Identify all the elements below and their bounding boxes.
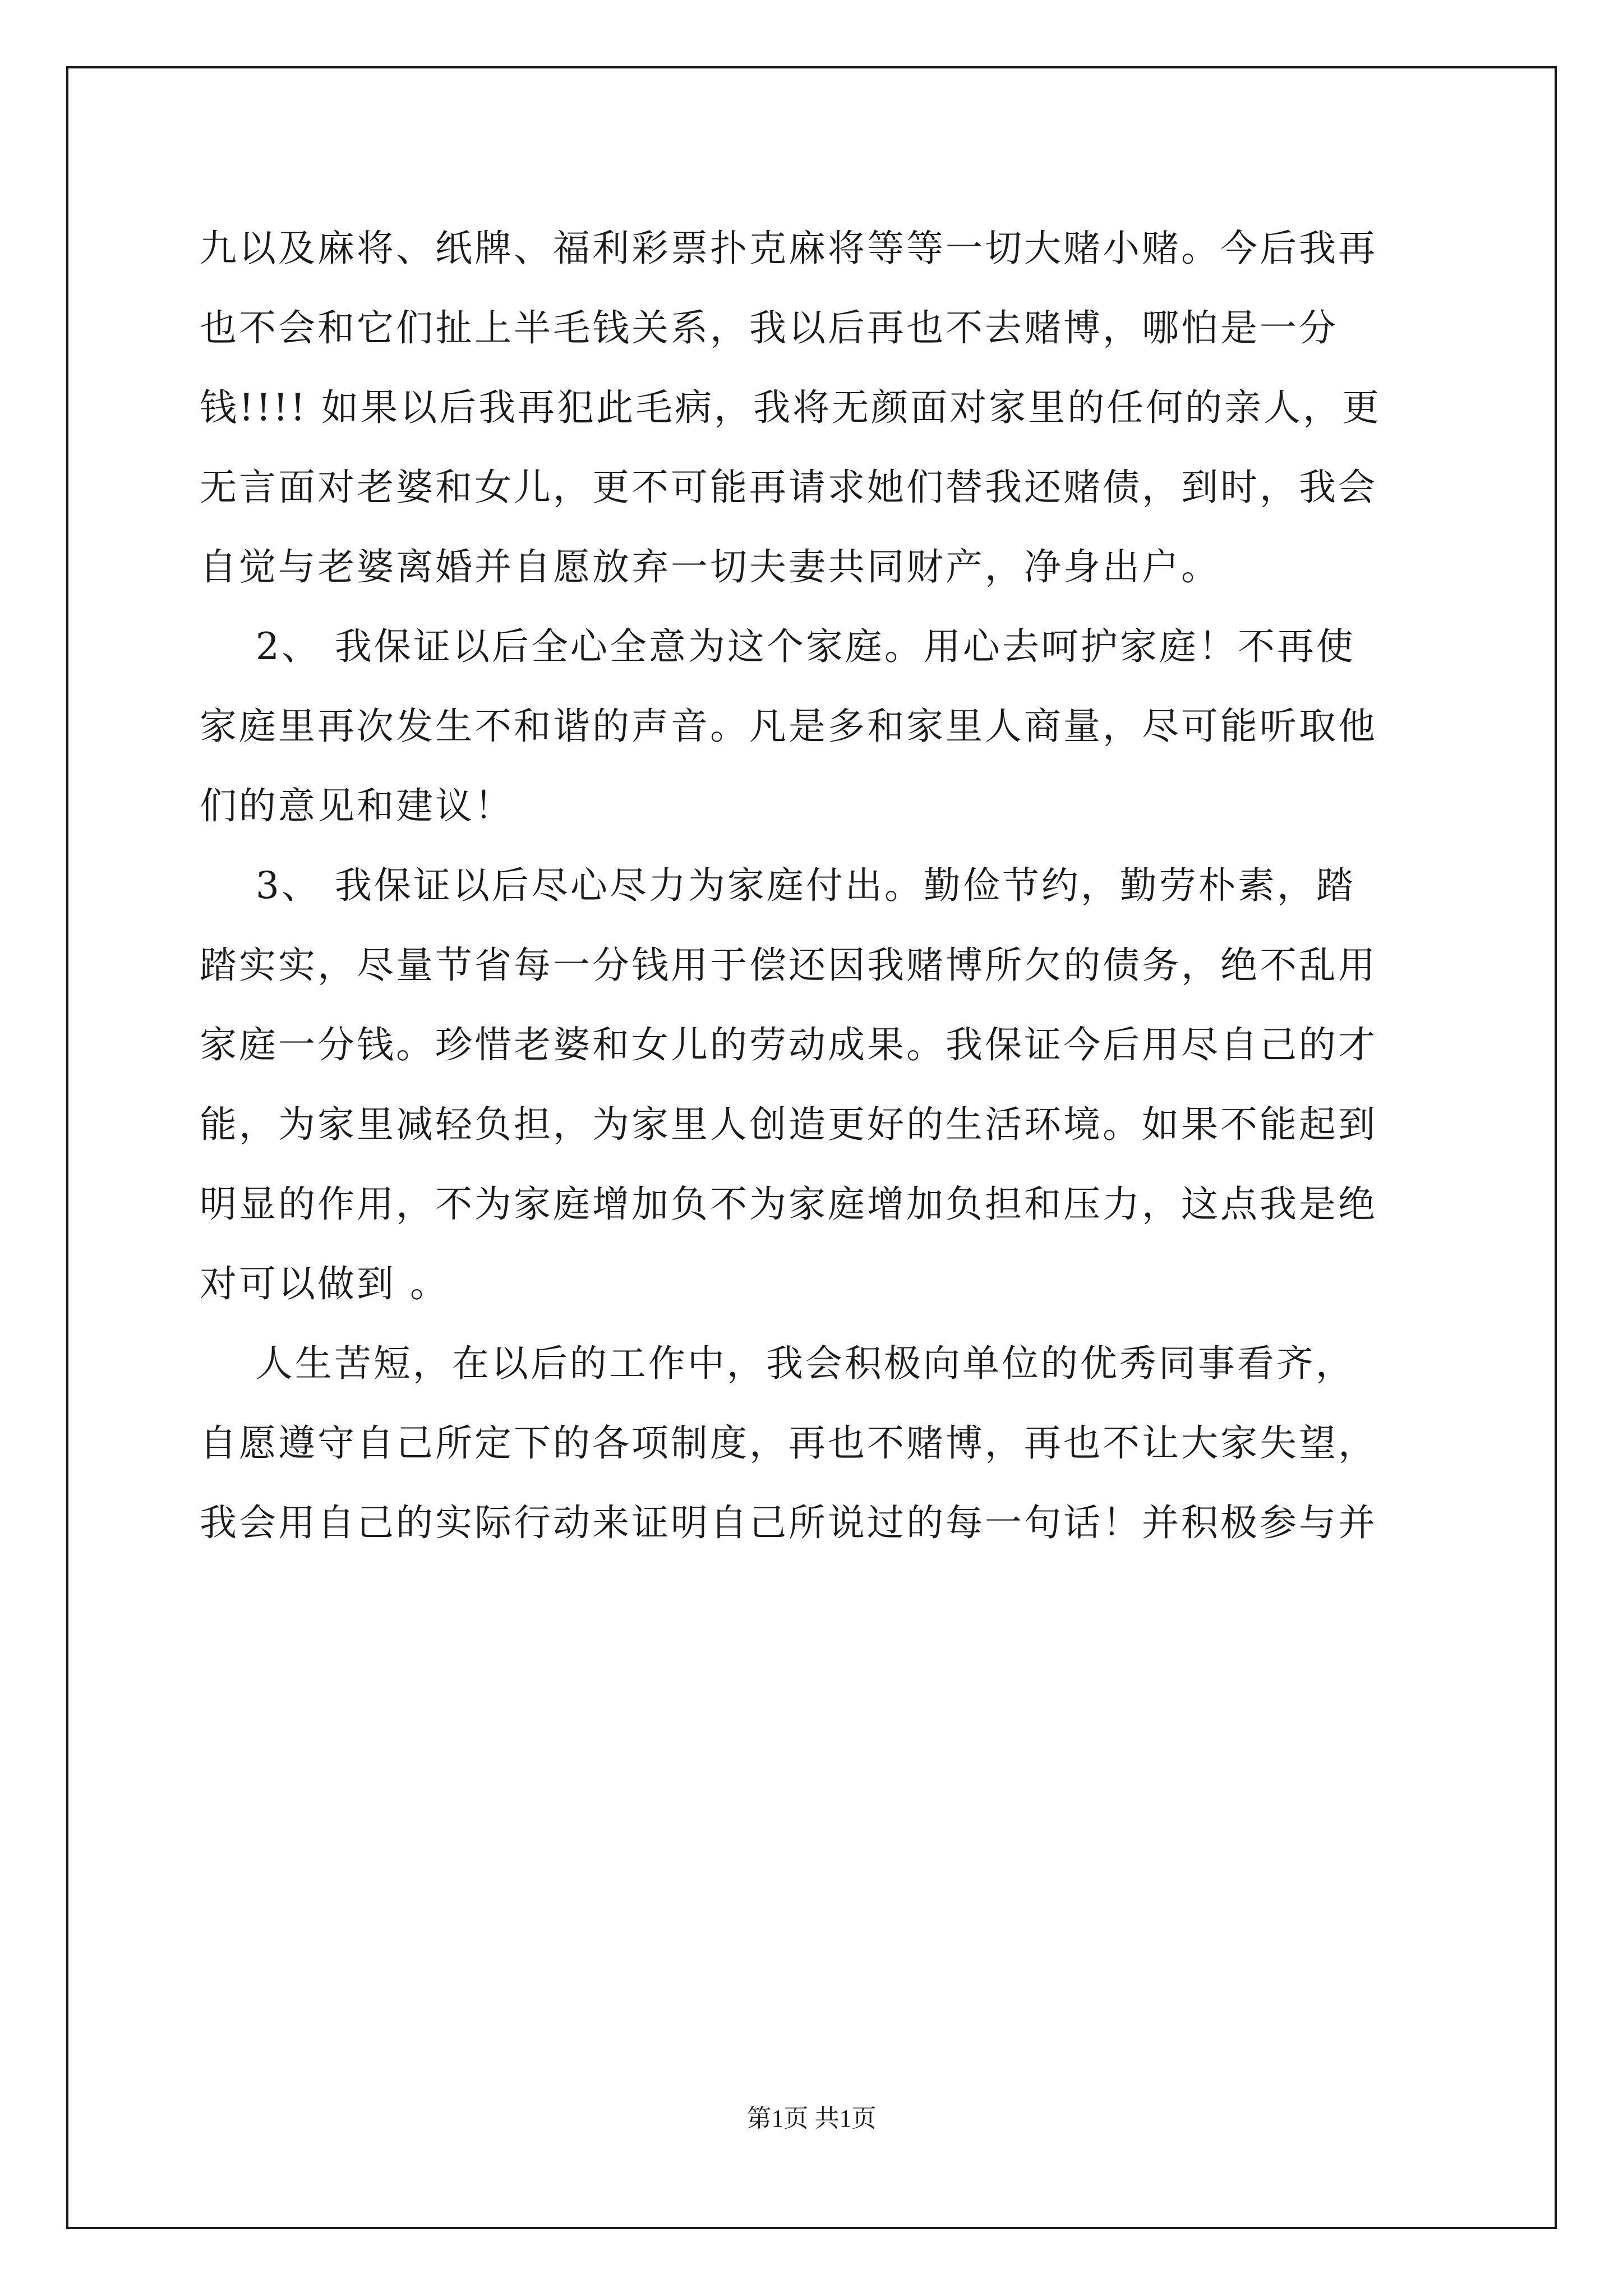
text-line: 自觉与老婆离婚并自愿放弃一切夫妻共同财产，净身出户。 <box>200 545 1220 588</box>
text-line: 踏实实，尽量节省每一分钱用于偿还因我赌博所欠的债务，绝不乱用 <box>200 944 1377 987</box>
text-line: 钱!!!! 如果以后我再犯此毛病，我将无颜面对家里的任何的亲人，更 <box>200 386 1382 429</box>
text-line: 能，为家里减轻负担，为家里人创造更好的生活环境。如果不能起到 <box>200 1103 1377 1146</box>
text-line: 九以及麻将、纸牌、福利彩票扑克麻将等等一切大赌小赌。今后我再 <box>200 227 1377 270</box>
text-line: 自愿遵守自己所定下的各项制度，再也不赌博，再也不让大家失望， <box>200 1421 1377 1465</box>
text-line: 明显的作用，不为家庭增加负不为家庭增加负担和压力，这点我是绝 <box>200 1182 1377 1226</box>
text-line: 家庭里再次发生不和谐的声音。凡是多和家里人商量，尽可能听取他 <box>200 705 1377 748</box>
document-body <box>200 209 1433 1563</box>
text-line: 我会用自己的实际行动来证明自己所说过的每一句话！并积极参与并 <box>200 1501 1377 1544</box>
text-line: 对可以做到 。 <box>200 1262 449 1305</box>
page-number-label: 第1页 共1页 <box>746 2105 877 2132</box>
text-line: 也不会和它们扯上半毛钱关系，我以后再也不去赌博，哪怕是一分 <box>200 306 1338 349</box>
text-line: 无言面对老婆和女儿，更不可能再请求她们替我还赌债，到时，我会 <box>200 466 1377 509</box>
text-line: 人生苦短，在以后的工作中，我会积极向单位的优秀同事看齐， <box>200 1342 1355 1385</box>
page-footer <box>0 2098 1623 2134</box>
text-line: 家庭一分钱。珍惜老婆和女儿的劳动成果。我保证今后用尽自己的才 <box>200 1023 1377 1066</box>
text-line: 3、 我保证以后尽心尽力为家庭付出。勤俭节约，勤劳朴素，踏 <box>200 864 1355 907</box>
text-line: 2、 我保证以后全心全意为这个家庭。用心去呵护家庭！不再使 <box>200 625 1355 668</box>
text-line: 们的意见和建议！ <box>200 784 514 827</box>
